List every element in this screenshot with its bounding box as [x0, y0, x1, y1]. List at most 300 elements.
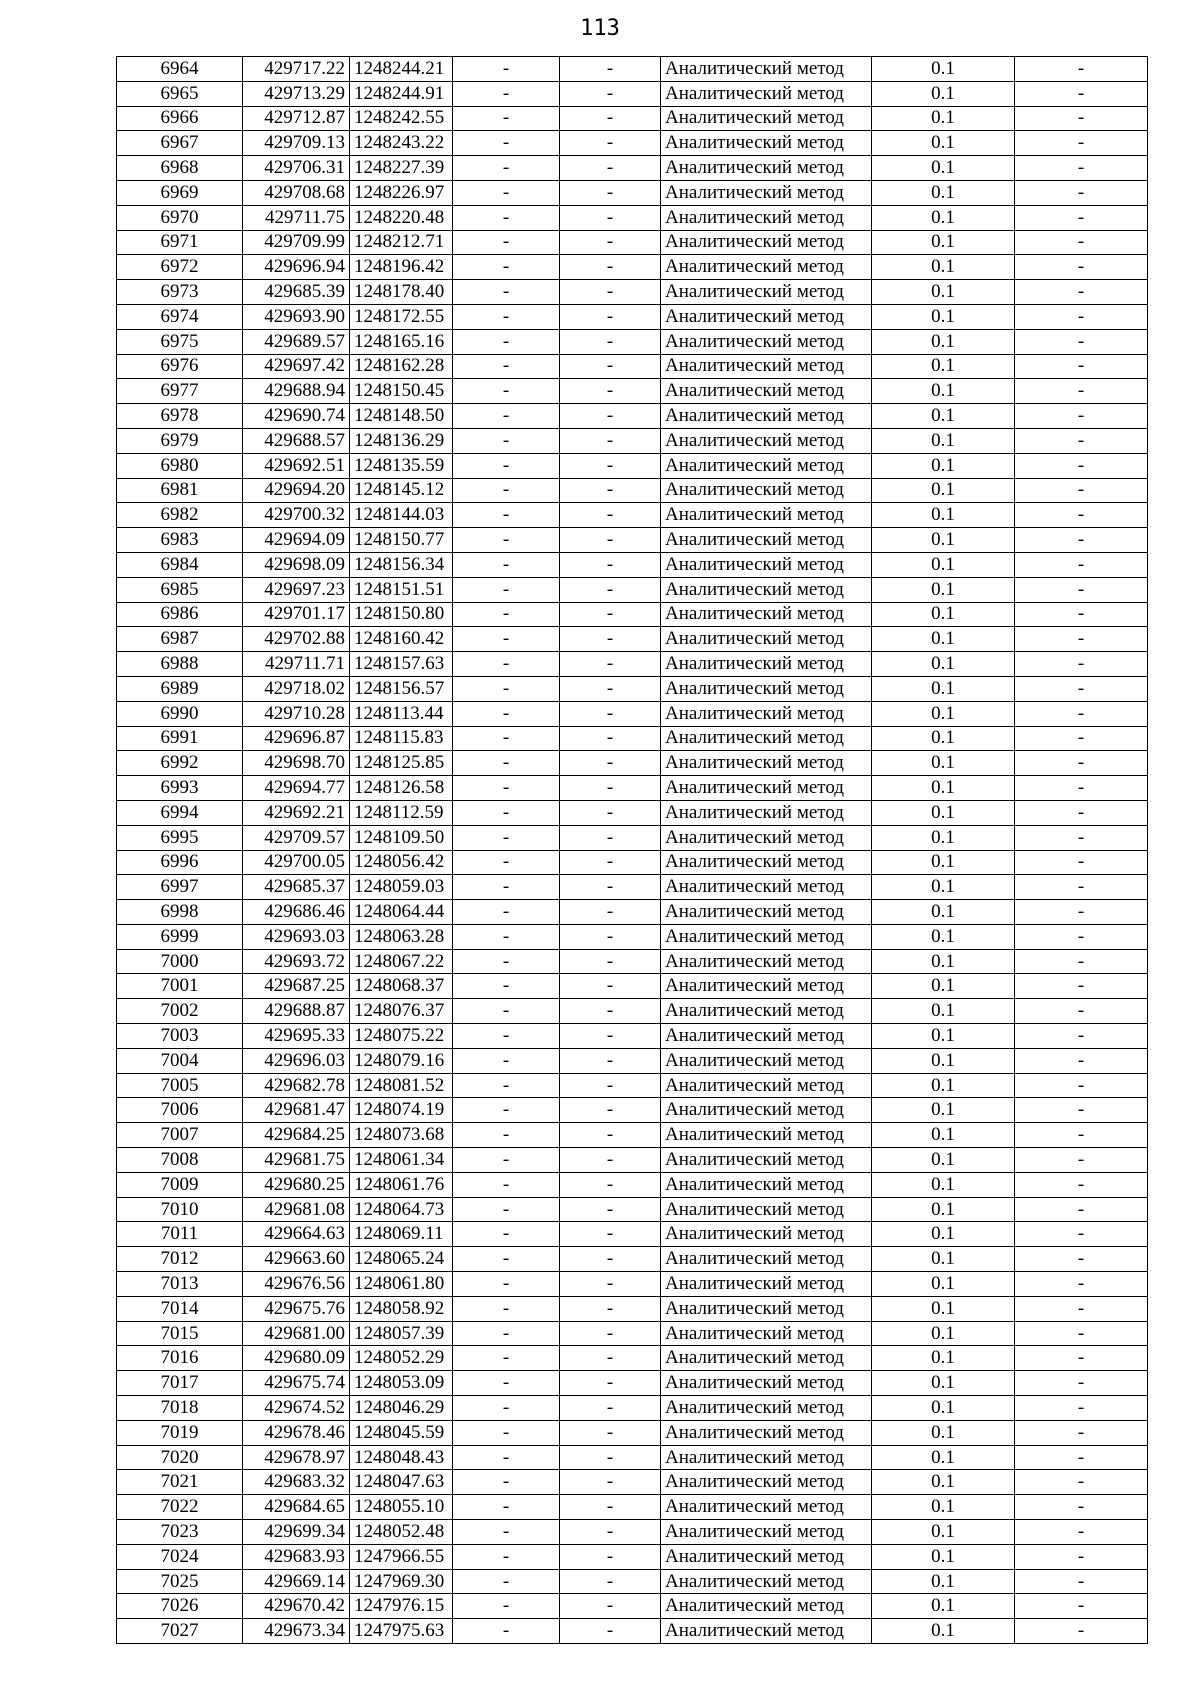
y-coordinate-cell: 1248115.83 — [350, 726, 453, 751]
point-number-cell: 7013 — [117, 1272, 243, 1297]
point-number-cell: 7016 — [117, 1346, 243, 1371]
y-coordinate-cell: 1248243.22 — [350, 131, 453, 156]
dash-cell: - — [453, 676, 560, 701]
dash-cell: - — [1015, 354, 1148, 379]
accuracy-cell: 0.1 — [872, 1296, 1015, 1321]
accuracy-cell: 0.1 — [872, 428, 1015, 453]
dash-cell: - — [1015, 1048, 1148, 1073]
method-cell: Аналитический метод — [661, 1098, 872, 1123]
dash-cell: - — [560, 1495, 661, 1520]
x-coordinate-cell: 429709.57 — [243, 825, 350, 850]
table-row — [117, 1346, 1148, 1371]
table-row — [117, 205, 1148, 230]
dash-cell: - — [560, 453, 661, 478]
y-coordinate-cell: 1248053.09 — [350, 1371, 453, 1396]
dash-cell: - — [453, 354, 560, 379]
dash-cell: - — [1015, 1197, 1148, 1222]
dash-cell: - — [560, 280, 661, 305]
method-cell: Аналитический метод — [661, 627, 872, 652]
table-row — [117, 627, 1148, 652]
accuracy-cell: 0.1 — [872, 776, 1015, 801]
accuracy-cell: 0.1 — [872, 404, 1015, 429]
accuracy-cell: 0.1 — [872, 205, 1015, 230]
dash-cell: - — [453, 1371, 560, 1396]
method-cell: Аналитический метод — [661, 1520, 872, 1545]
x-coordinate-cell: 429698.09 — [243, 552, 350, 577]
x-coordinate-cell: 429690.74 — [243, 404, 350, 429]
dash-cell: - — [560, 900, 661, 925]
x-coordinate-cell: 429675.74 — [243, 1371, 350, 1396]
dash-cell: - — [453, 900, 560, 925]
accuracy-cell: 0.1 — [872, 156, 1015, 181]
y-coordinate-cell: 1248157.63 — [350, 652, 453, 677]
point-number-cell: 6977 — [117, 379, 243, 404]
dash-cell: - — [560, 726, 661, 751]
table-row — [117, 428, 1148, 453]
dash-cell: - — [1015, 1619, 1148, 1644]
method-cell: Аналитический метод — [661, 354, 872, 379]
dash-cell: - — [453, 1098, 560, 1123]
point-number-cell: 6970 — [117, 205, 243, 230]
dash-cell: - — [1015, 1544, 1148, 1569]
method-cell: Аналитический метод — [661, 1123, 872, 1148]
accuracy-cell: 0.1 — [872, 57, 1015, 82]
y-coordinate-cell: 1248064.73 — [350, 1197, 453, 1222]
dash-cell: - — [1015, 1371, 1148, 1396]
accuracy-cell: 0.1 — [872, 850, 1015, 875]
table-body — [117, 57, 1148, 1644]
dash-cell: - — [1015, 57, 1148, 82]
accuracy-cell: 0.1 — [872, 478, 1015, 503]
dash-cell: - — [560, 1222, 661, 1247]
dash-cell: - — [453, 503, 560, 528]
accuracy-cell: 0.1 — [872, 1470, 1015, 1495]
accuracy-cell: 0.1 — [872, 528, 1015, 553]
accuracy-cell: 0.1 — [872, 379, 1015, 404]
dash-cell: - — [560, 1073, 661, 1098]
method-cell: Аналитический метод — [661, 1272, 872, 1297]
method-cell: Аналитический метод — [661, 230, 872, 255]
y-coordinate-cell: 1248064.44 — [350, 900, 453, 925]
dash-cell: - — [1015, 924, 1148, 949]
dash-cell: - — [560, 1569, 661, 1594]
dash-cell: - — [1015, 1420, 1148, 1445]
dash-cell: - — [1015, 1123, 1148, 1148]
y-coordinate-cell: 1248145.12 — [350, 478, 453, 503]
x-coordinate-cell: 429688.94 — [243, 379, 350, 404]
table-row — [117, 180, 1148, 205]
x-coordinate-cell: 429683.32 — [243, 1470, 350, 1495]
table-row — [117, 503, 1148, 528]
accuracy-cell: 0.1 — [872, 1197, 1015, 1222]
dash-cell: - — [1015, 1024, 1148, 1049]
accuracy-cell: 0.1 — [872, 676, 1015, 701]
dash-cell: - — [560, 800, 661, 825]
y-coordinate-cell: 1248076.37 — [350, 999, 453, 1024]
dash-cell: - — [1015, 1445, 1148, 1470]
dash-cell: - — [1015, 304, 1148, 329]
table-row — [117, 528, 1148, 553]
dash-cell: - — [453, 1222, 560, 1247]
dash-cell: - — [1015, 1321, 1148, 1346]
dash-cell: - — [560, 57, 661, 82]
table-row — [117, 1098, 1148, 1123]
method-cell: Аналитический метод — [661, 329, 872, 354]
dash-cell: - — [560, 776, 661, 801]
y-coordinate-cell: 1248065.24 — [350, 1247, 453, 1272]
dash-cell: - — [453, 825, 560, 850]
point-number-cell: 6980 — [117, 453, 243, 478]
point-number-cell: 7019 — [117, 1420, 243, 1445]
dash-cell: - — [453, 1420, 560, 1445]
table-row — [117, 1619, 1148, 1644]
y-coordinate-cell: 1248048.43 — [350, 1445, 453, 1470]
dash-cell: - — [453, 1148, 560, 1173]
method-cell: Аналитический метод — [661, 1172, 872, 1197]
dash-cell: - — [1015, 503, 1148, 528]
x-coordinate-cell: 429681.47 — [243, 1098, 350, 1123]
accuracy-cell: 0.1 — [872, 1148, 1015, 1173]
x-coordinate-cell: 429700.05 — [243, 850, 350, 875]
y-coordinate-cell: 1248242.55 — [350, 106, 453, 131]
y-coordinate-cell: 1248144.03 — [350, 503, 453, 528]
dash-cell: - — [453, 1296, 560, 1321]
dash-cell: - — [1015, 726, 1148, 751]
y-coordinate-cell: 1248151.51 — [350, 577, 453, 602]
method-cell: Аналитический метод — [661, 428, 872, 453]
y-coordinate-cell: 1248058.92 — [350, 1296, 453, 1321]
dash-cell: - — [1015, 478, 1148, 503]
dash-cell: - — [560, 131, 661, 156]
dash-cell: - — [560, 329, 661, 354]
accuracy-cell: 0.1 — [872, 1594, 1015, 1619]
x-coordinate-cell: 429669.14 — [243, 1569, 350, 1594]
table-row — [117, 1396, 1148, 1421]
x-coordinate-cell: 429699.34 — [243, 1520, 350, 1545]
table-row — [117, 1123, 1148, 1148]
accuracy-cell: 0.1 — [872, 875, 1015, 900]
dash-cell: - — [453, 1544, 560, 1569]
dash-cell: - — [560, 652, 661, 677]
method-cell: Аналитический метод — [661, 255, 872, 280]
dash-cell: - — [560, 180, 661, 205]
table-row — [117, 1272, 1148, 1297]
dash-cell: - — [453, 1123, 560, 1148]
x-coordinate-cell: 429696.87 — [243, 726, 350, 751]
dash-cell: - — [1015, 552, 1148, 577]
dash-cell: - — [1015, 1172, 1148, 1197]
dash-cell: - — [560, 602, 661, 627]
method-cell: Аналитический метод — [661, 875, 872, 900]
dash-cell: - — [1015, 701, 1148, 726]
x-coordinate-cell: 429680.25 — [243, 1172, 350, 1197]
dash-cell: - — [1015, 1396, 1148, 1421]
dash-cell: - — [560, 304, 661, 329]
y-coordinate-cell: 1248075.22 — [350, 1024, 453, 1049]
dash-cell: - — [1015, 577, 1148, 602]
point-number-cell: 6989 — [117, 676, 243, 701]
dash-cell: - — [453, 999, 560, 1024]
table-row — [117, 1247, 1148, 1272]
x-coordinate-cell: 429688.87 — [243, 999, 350, 1024]
dash-cell: - — [560, 875, 661, 900]
method-cell: Аналитический метод — [661, 180, 872, 205]
dash-cell: - — [560, 1594, 661, 1619]
method-cell: Аналитический метод — [661, 1296, 872, 1321]
y-coordinate-cell: 1248212.71 — [350, 230, 453, 255]
dash-cell: - — [560, 205, 661, 230]
method-cell: Аналитический метод — [661, 602, 872, 627]
method-cell: Аналитический метод — [661, 1197, 872, 1222]
point-number-cell: 6976 — [117, 354, 243, 379]
dash-cell: - — [453, 528, 560, 553]
point-number-cell: 6996 — [117, 850, 243, 875]
y-coordinate-cell: 1247966.55 — [350, 1544, 453, 1569]
dash-cell: - — [453, 1619, 560, 1644]
dash-cell: - — [1015, 751, 1148, 776]
x-coordinate-cell: 429701.17 — [243, 602, 350, 627]
method-cell: Аналитический метод — [661, 205, 872, 230]
method-cell: Аналитический метод — [661, 1396, 872, 1421]
dash-cell: - — [453, 577, 560, 602]
method-cell: Аналитический метод — [661, 776, 872, 801]
method-cell: Аналитический метод — [661, 825, 872, 850]
point-number-cell: 7015 — [117, 1321, 243, 1346]
x-coordinate-cell: 429709.99 — [243, 230, 350, 255]
accuracy-cell: 0.1 — [872, 602, 1015, 627]
point-number-cell: 7020 — [117, 1445, 243, 1470]
method-cell: Аналитический метод — [661, 577, 872, 602]
table-row — [117, 156, 1148, 181]
dash-cell: - — [1015, 379, 1148, 404]
dash-cell: - — [453, 131, 560, 156]
point-number-cell: 7026 — [117, 1594, 243, 1619]
dash-cell: - — [1015, 900, 1148, 925]
dash-cell: - — [1015, 1495, 1148, 1520]
accuracy-cell: 0.1 — [872, 726, 1015, 751]
dash-cell: - — [560, 999, 661, 1024]
dash-cell: - — [1015, 850, 1148, 875]
x-coordinate-cell: 429684.25 — [243, 1123, 350, 1148]
y-coordinate-cell: 1248059.03 — [350, 875, 453, 900]
dash-cell: - — [453, 1495, 560, 1520]
accuracy-cell: 0.1 — [872, 280, 1015, 305]
dash-cell: - — [1015, 999, 1148, 1024]
dash-cell: - — [1015, 106, 1148, 131]
dash-cell: - — [453, 1197, 560, 1222]
table-row — [117, 404, 1148, 429]
dash-cell: - — [560, 850, 661, 875]
point-number-cell: 6972 — [117, 255, 243, 280]
x-coordinate-cell: 429663.60 — [243, 1247, 350, 1272]
method-cell: Аналитический метод — [661, 1544, 872, 1569]
dash-cell: - — [560, 1247, 661, 1272]
dash-cell: - — [453, 1073, 560, 1098]
y-coordinate-cell: 1248150.45 — [350, 379, 453, 404]
dash-cell: - — [560, 1520, 661, 1545]
x-coordinate-cell: 429689.57 — [243, 329, 350, 354]
x-coordinate-cell: 429688.57 — [243, 428, 350, 453]
table-row — [117, 106, 1148, 131]
x-coordinate-cell: 429697.23 — [243, 577, 350, 602]
dash-cell: - — [560, 1148, 661, 1173]
dash-cell: - — [1015, 180, 1148, 205]
table-row — [117, 652, 1148, 677]
point-number-cell: 7014 — [117, 1296, 243, 1321]
dash-cell: - — [560, 1544, 661, 1569]
accuracy-cell: 0.1 — [872, 577, 1015, 602]
dash-cell: - — [453, 776, 560, 801]
method-cell: Аналитический метод — [661, 1569, 872, 1594]
accuracy-cell: 0.1 — [872, 552, 1015, 577]
method-cell: Аналитический метод — [661, 701, 872, 726]
point-number-cell: 6994 — [117, 800, 243, 825]
accuracy-cell: 0.1 — [872, 354, 1015, 379]
dash-cell: - — [453, 701, 560, 726]
x-coordinate-cell: 429694.77 — [243, 776, 350, 801]
table-row — [117, 751, 1148, 776]
point-number-cell: 6983 — [117, 528, 243, 553]
dash-cell: - — [453, 81, 560, 106]
page-number: 113 — [580, 16, 620, 41]
accuracy-cell: 0.1 — [872, 1024, 1015, 1049]
method-cell: Аналитический метод — [661, 1619, 872, 1644]
method-cell: Аналитический метод — [661, 1495, 872, 1520]
x-coordinate-cell: 429685.37 — [243, 875, 350, 900]
accuracy-cell: 0.1 — [872, 800, 1015, 825]
dash-cell: - — [1015, 329, 1148, 354]
dash-cell: - — [453, 1520, 560, 1545]
x-coordinate-cell: 429712.87 — [243, 106, 350, 131]
dash-cell: - — [453, 205, 560, 230]
x-coordinate-cell: 429684.65 — [243, 1495, 350, 1520]
y-coordinate-cell: 1248135.59 — [350, 453, 453, 478]
x-coordinate-cell: 429692.21 — [243, 800, 350, 825]
x-coordinate-cell: 429706.31 — [243, 156, 350, 181]
x-coordinate-cell: 429682.78 — [243, 1073, 350, 1098]
table-row — [117, 800, 1148, 825]
accuracy-cell: 0.1 — [872, 304, 1015, 329]
x-coordinate-cell: 429686.46 — [243, 900, 350, 925]
method-cell: Аналитический метод — [661, 528, 872, 553]
x-coordinate-cell: 429696.03 — [243, 1048, 350, 1073]
dash-cell: - — [1015, 156, 1148, 181]
dash-cell: - — [453, 800, 560, 825]
accuracy-cell: 0.1 — [872, 329, 1015, 354]
point-number-cell: 6985 — [117, 577, 243, 602]
dash-cell: - — [453, 57, 560, 82]
y-coordinate-cell: 1248148.50 — [350, 404, 453, 429]
dash-cell: - — [453, 1396, 560, 1421]
x-coordinate-cell: 429675.76 — [243, 1296, 350, 1321]
x-coordinate-cell: 429685.39 — [243, 280, 350, 305]
method-cell: Аналитический метод — [661, 552, 872, 577]
dash-cell: - — [453, 949, 560, 974]
x-coordinate-cell: 429674.52 — [243, 1396, 350, 1421]
dash-cell: - — [1015, 1073, 1148, 1098]
method-cell: Аналитический метод — [661, 1371, 872, 1396]
dash-cell: - — [453, 156, 560, 181]
dash-cell: - — [453, 1247, 560, 1272]
table-row — [117, 825, 1148, 850]
table-row — [117, 1371, 1148, 1396]
method-cell: Аналитический метод — [661, 304, 872, 329]
dash-cell: - — [1015, 131, 1148, 156]
point-number-cell: 7012 — [117, 1247, 243, 1272]
dash-cell: - — [1015, 825, 1148, 850]
table-row — [117, 1594, 1148, 1619]
y-coordinate-cell: 1248244.91 — [350, 81, 453, 106]
accuracy-cell: 0.1 — [872, 900, 1015, 925]
accuracy-cell: 0.1 — [872, 453, 1015, 478]
dash-cell: - — [1015, 1222, 1148, 1247]
dash-cell: - — [560, 156, 661, 181]
dash-cell: - — [1015, 1098, 1148, 1123]
dash-cell: - — [560, 974, 661, 999]
y-coordinate-cell: 1248057.39 — [350, 1321, 453, 1346]
y-coordinate-cell: 1248061.34 — [350, 1148, 453, 1173]
y-coordinate-cell: 1247975.63 — [350, 1619, 453, 1644]
accuracy-cell: 0.1 — [872, 999, 1015, 1024]
point-number-cell: 7023 — [117, 1520, 243, 1545]
x-coordinate-cell: 429698.70 — [243, 751, 350, 776]
accuracy-cell: 0.1 — [872, 751, 1015, 776]
y-coordinate-cell: 1248165.16 — [350, 329, 453, 354]
table-row — [117, 974, 1148, 999]
y-coordinate-cell: 1248061.76 — [350, 1172, 453, 1197]
y-coordinate-cell: 1247969.30 — [350, 1569, 453, 1594]
dash-cell: - — [560, 924, 661, 949]
method-cell: Аналитический метод — [661, 106, 872, 131]
x-coordinate-cell: 429670.42 — [243, 1594, 350, 1619]
table-row — [117, 726, 1148, 751]
dash-cell: - — [560, 1123, 661, 1148]
method-cell: Аналитический метод — [661, 404, 872, 429]
dash-cell: - — [1015, 1520, 1148, 1545]
point-number-cell: 7007 — [117, 1123, 243, 1148]
method-cell: Аналитический метод — [661, 949, 872, 974]
accuracy-cell: 0.1 — [872, 825, 1015, 850]
dash-cell: - — [1015, 280, 1148, 305]
point-number-cell: 6999 — [117, 924, 243, 949]
method-cell: Аналитический метод — [661, 453, 872, 478]
x-coordinate-cell: 429681.08 — [243, 1197, 350, 1222]
method-cell: Аналитический метод — [661, 1048, 872, 1073]
point-number-cell: 7025 — [117, 1569, 243, 1594]
dash-cell: - — [453, 1346, 560, 1371]
dash-cell: - — [560, 1619, 661, 1644]
point-number-cell: 6975 — [117, 329, 243, 354]
point-number-cell: 6997 — [117, 875, 243, 900]
point-number-cell: 6988 — [117, 652, 243, 677]
dash-cell: - — [1015, 205, 1148, 230]
table-row — [117, 1470, 1148, 1495]
y-coordinate-cell: 1248226.97 — [350, 180, 453, 205]
dash-cell: - — [453, 1172, 560, 1197]
accuracy-cell: 0.1 — [872, 974, 1015, 999]
point-number-cell: 6971 — [117, 230, 243, 255]
dash-cell: - — [560, 81, 661, 106]
accuracy-cell: 0.1 — [872, 1569, 1015, 1594]
y-coordinate-cell: 1248196.42 — [350, 255, 453, 280]
accuracy-cell: 0.1 — [872, 1445, 1015, 1470]
x-coordinate-cell: 429678.97 — [243, 1445, 350, 1470]
method-cell: Аналитический метод — [661, 726, 872, 751]
x-coordinate-cell: 429709.13 — [243, 131, 350, 156]
dash-cell: - — [453, 478, 560, 503]
dash-cell: - — [560, 751, 661, 776]
accuracy-cell: 0.1 — [872, 81, 1015, 106]
